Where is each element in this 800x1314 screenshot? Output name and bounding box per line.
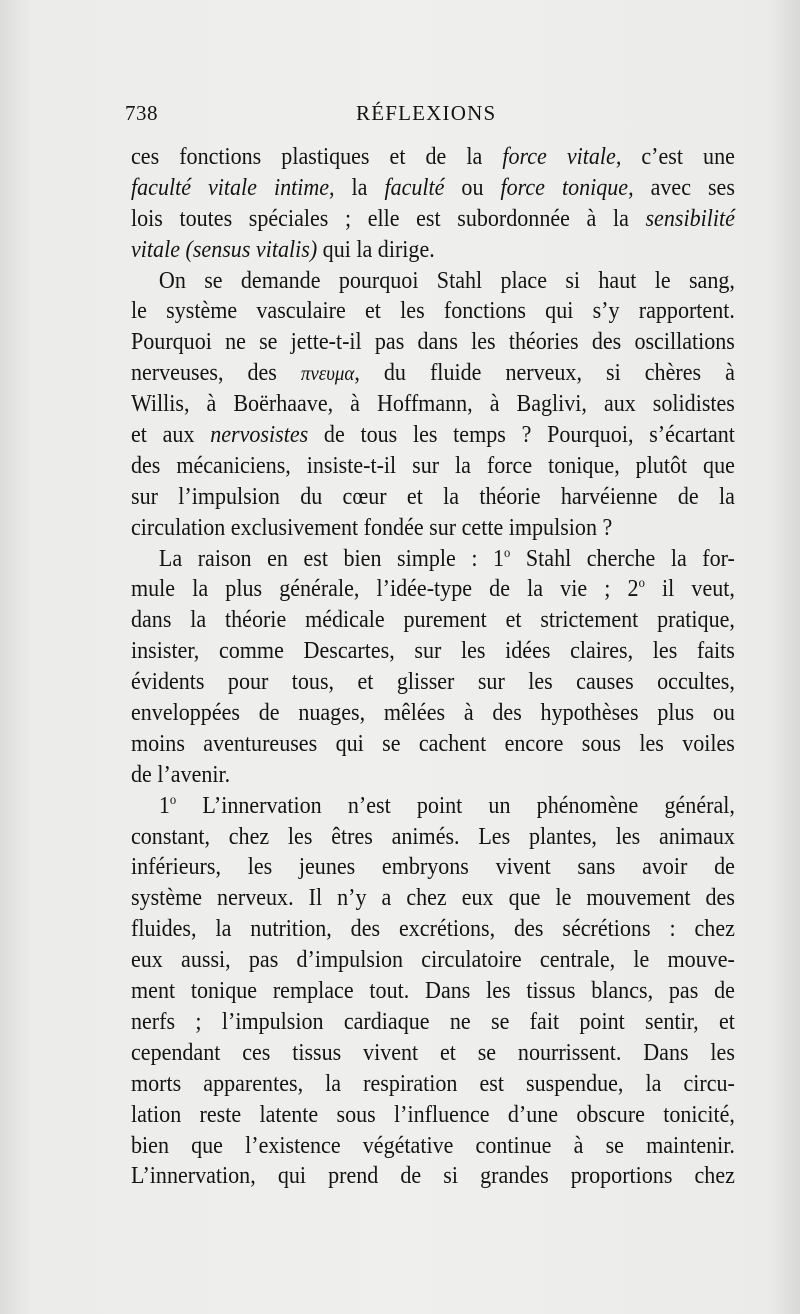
- text-segment: sensibilité: [645, 204, 735, 232]
- text-segment: de tous les temps ? Pourquoi, s’écartant: [308, 421, 735, 449]
- text-segment: On se demande pourquoi Stahl place si haut le sang,: [158, 266, 735, 294]
- text-segment: il veut,: [644, 575, 735, 603]
- running-head: RÉFLEXIONS: [356, 101, 497, 125]
- text-line: [131, 451, 735, 482]
- text-line: [131, 729, 735, 760]
- text-segment: ment tonique remplace tout. Dans les tissus blancs, pas de: [131, 977, 735, 1005]
- text-line: [131, 605, 735, 636]
- text-segment: morts apparentes, la respiration est suspendue, la circu-: [131, 1069, 735, 1097]
- text-segment: L’innervation, qui prend de si grandes proportions chez: [131, 1162, 735, 1190]
- text-segment: et aux: [131, 421, 211, 449]
- text-segment: o: [504, 545, 511, 561]
- text-line: [131, 1131, 735, 1162]
- text-line: [131, 667, 735, 698]
- text-line: [131, 698, 735, 729]
- text-segment: système nerveux. Il n’y a chez eux que le mouvement des: [131, 884, 735, 912]
- text-segment: de l’avenir.: [131, 760, 231, 788]
- text-segment: des mécaniciens, insiste-t-il sur la force tonique, plutôt que: [131, 451, 735, 479]
- text-segment: ces fonctions plastiques et de la: [131, 143, 503, 170]
- text-segment: o: [169, 792, 177, 808]
- text-segment: La raison en est bien simple : 1: [158, 544, 505, 572]
- text-line: [131, 266, 735, 297]
- text-line: [131, 1161, 735, 1192]
- text-line: [131, 636, 735, 667]
- text-line: [131, 296, 735, 327]
- text-segment: L’innervation n’est point un phénomène général,: [176, 791, 735, 819]
- body-text: [131, 142, 735, 1192]
- text-segment: le système vasculaire et les fonctions qui s’y rapportent.: [131, 297, 735, 325]
- text-segment: c’est une: [621, 143, 735, 170]
- text-segment: eux aussi, pas d’impulsion circulatoire centrale, le mouve-: [131, 946, 735, 974]
- text-segment: lation reste latente sous l’influence d’une obscure tonicité,: [131, 1100, 735, 1128]
- text-segment: nerfs ; l’impulsion cardiaque ne se fait point sentir, et: [131, 1007, 735, 1035]
- text-segment: 1: [158, 791, 170, 819]
- text-segment: lois toutes spéciales ; elle est subordonnée à la: [131, 204, 646, 232]
- text-line: [131, 852, 735, 883]
- text-line: [131, 791, 735, 822]
- text-segment: circulation exclusivement fondée sur cette impulsion ?: [131, 513, 613, 541]
- text-line: [131, 1100, 735, 1131]
- text-segment: faculté: [384, 173, 445, 201]
- text-line: [131, 914, 735, 945]
- text-segment: inférieurs, les jeunes embryons vivent sans avoir de: [131, 853, 735, 881]
- text-segment: mule la plus générale, l’idée-type de la vie ; 2: [131, 575, 639, 603]
- text-segment: faculté vitale intime,: [131, 173, 335, 201]
- text-segment: insister, comme Descartes, sur les idées claires, les faits: [131, 637, 735, 665]
- text-segment: nervosistes: [210, 421, 309, 449]
- text-line: [131, 173, 735, 204]
- text-line: [131, 204, 735, 235]
- text-segment: moins aventureuses qui se cachent encore sous les voiles: [131, 729, 735, 757]
- text-segment: la: [334, 173, 385, 201]
- text-line: [131, 235, 735, 266]
- text-segment: qui la dirige.: [317, 235, 435, 263]
- text-segment: avec ses: [633, 173, 735, 201]
- text-line: [131, 358, 735, 389]
- text-segment: , du fluide nerveux, si chères à: [354, 359, 735, 387]
- text-segment: ou: [444, 173, 501, 201]
- page-number: 738: [125, 101, 158, 125]
- text-segment: Stahl cherche la for-: [510, 544, 735, 572]
- text-segment: o: [638, 576, 645, 592]
- text-segment: πνευμα: [300, 361, 355, 386]
- text-segment: enveloppées de nuages, mêlées à des hypothèses plus ou: [131, 699, 735, 727]
- text-segment: vitale (sensus vitalis): [131, 235, 318, 263]
- text-line: [131, 1007, 735, 1038]
- text-line: [131, 574, 735, 605]
- text-line: [131, 1038, 735, 1069]
- text-line: [131, 142, 735, 173]
- text-segment: cependant ces tissus vivent et se nourrissent. Dans les: [131, 1038, 735, 1066]
- text-line: [131, 976, 735, 1007]
- text-line: [131, 760, 735, 791]
- text-segment: force tonique,: [500, 173, 634, 201]
- text-line: [131, 544, 735, 575]
- text-line: [131, 327, 735, 358]
- text-line: [131, 513, 735, 544]
- text-segment: fluides, la nutrition, des excrétions, des sécrétions : chez: [131, 915, 735, 943]
- text-line: [131, 482, 735, 513]
- text-line: [131, 883, 735, 914]
- text-segment: sur l’impulsion du cœur et la théorie harvéienne de la: [131, 482, 735, 510]
- text-line: [131, 389, 735, 420]
- text-segment: constant, chez les êtres animés. Les plantes, les animaux: [131, 822, 735, 850]
- text-segment: Willis, à Boërhaave, à Hoffmann, à Baglivi, aux solidistes: [131, 390, 735, 418]
- text-segment: force vitale,: [502, 143, 622, 170]
- text-segment: évidents pour tous, et glisser sur les causes occultes,: [131, 668, 735, 696]
- text-segment: dans la théorie médicale purement et strictement pratique,: [131, 606, 735, 634]
- text-line: [131, 822, 735, 853]
- text-line: [131, 1069, 735, 1100]
- text-line: [131, 420, 735, 451]
- text-segment: bien que l’existence végétative continue à se maintenir.: [131, 1131, 735, 1159]
- text-segment: nerveuses, des: [131, 359, 301, 387]
- text-segment: Pourquoi ne se jette-t-il pas dans les théories des oscillations: [131, 328, 735, 356]
- text-line: [131, 945, 735, 976]
